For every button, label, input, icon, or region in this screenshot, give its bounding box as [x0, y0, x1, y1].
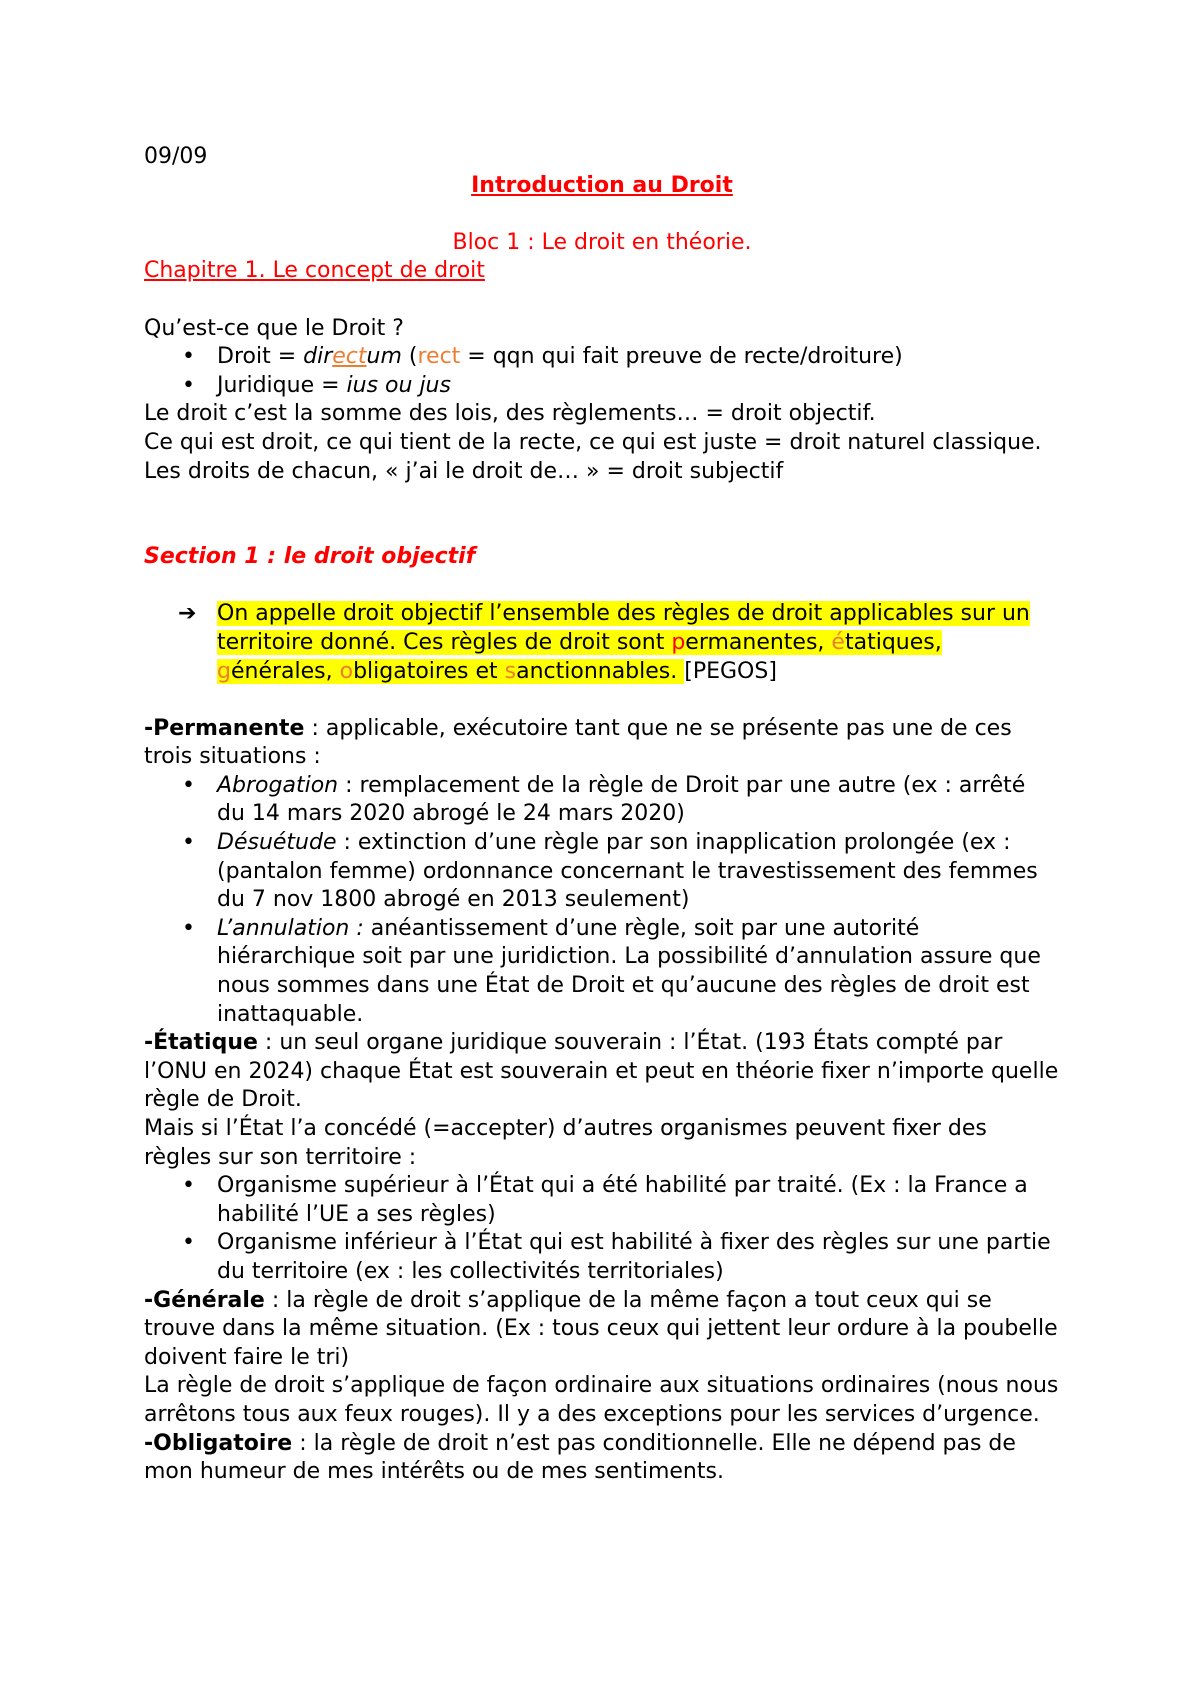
- paragraph: Ce qui est droit, ce qui tient de la recte, ce qui est juste = droit naturel classique.: [144, 429, 1042, 455]
- arrow-right-icon: ➔: [178, 601, 197, 627]
- list-item: • Droit = directum (rect = qqn qui fait preuve de recte/droiture): [144, 343, 1060, 372]
- section-heading: Section 1 : le droit objectif: [144, 544, 476, 570]
- bullet-icon: •: [182, 1173, 195, 1199]
- bullet-list-definitions: [144, 343, 1060, 400]
- paragraph-etatique: -Étatique : un seul organe juridique souverain : l’État. (193 États compté par l’ONU en 2024) chaque État est souverain et peut en théorie fixer n’importe quelle règle de Droit.: [144, 1030, 1059, 1113]
- question-line: Qu’est-ce que le Droit ?: [144, 315, 404, 341]
- bullet-icon: •: [182, 1230, 195, 1256]
- paragraph: Mais si l’État l’a concédé (=accepter) d’autres organismes peuvent fixer des règles sur son territoire :: [144, 1116, 987, 1170]
- bloc-heading: Bloc 1 : Le droit en théorie.: [452, 229, 752, 255]
- paragraph: Les droits de chacun, « j’ai le droit de… » = droit subjectif: [144, 458, 784, 484]
- document-title: Introduction au Droit: [471, 172, 733, 198]
- list-item: • Désuétude : extinction d’une règle par son inapplication prolongée (ex : (pantalon femme) ordonnance concernant le travestissement des femmes du 7 nov 1800 abrogé en 2013 seulement): [182, 830, 1038, 913]
- list-item: • Juridique = ius ou jus: [144, 372, 1060, 401]
- bullet-icon: •: [182, 772, 195, 798]
- list-item: • Organisme supérieur à l’État qui a été habilité par traité. (Ex : la France a habilité l’UE a ses règles): [182, 1173, 1028, 1227]
- bullet-list-permanente: [144, 772, 1060, 1029]
- bullet-icon: •: [182, 830, 195, 856]
- bullet-icon: •: [182, 915, 195, 941]
- chapter-heading: Chapitre 1. Le concept de droit: [144, 258, 485, 284]
- list-item: • Abrogation : remplacement de la règle de Droit par une autre (ex : arrêté du 14 mars 2020 abrogé le 24 mars 2020): [182, 772, 1026, 827]
- paragraph-obligatoire: -Obligatoire : la règle de droit n’est pas conditionnelle. Elle ne dépend pas de mon humeur de mes intérêts ou de mes sentiments.: [144, 1430, 1016, 1485]
- bullet-icon: •: [182, 344, 195, 370]
- bullet-icon: •: [182, 372, 195, 398]
- list-item: • L’annulation : anéantissement d’une règle, soit par une autorité hiérarchique soit par une juridiction. La possibilité d’annulation assure que nous sommes dans une État de Droit et qu’aucune des règles de droit est inattaquable.: [182, 915, 1041, 1027]
- definition-callout: ➔ On appelle droit objectif l’ensemble des règles de droit applicables sur un territoire donné. Ces règles de droit sont permanentes, étatiques, générales, obligatoires et sanctionnables. [PEGOS]: [178, 601, 1030, 684]
- list-item: • Organisme inférieur à l’État qui est habilité à fixer des règles sur une partie du territoire (ex : les collectivités territoriales): [182, 1230, 1051, 1284]
- paragraph-permanente: -Permanente : applicable, exécutoire tant que ne se présente pas une de ces trois situations :: [144, 715, 1012, 770]
- date-line: 09/09: [144, 144, 208, 169]
- paragraph: La règle de droit s’applique de façon ordinaire aux situations ordinaires (nous nous arrêtons tous aux feux rouges). Il y a des exceptions pour les services d’urgence.: [144, 1373, 1059, 1427]
- paragraph-generale: -Générale : la règle de droit s’applique de la même façon a tout ceux qui se trouve dans la même situation. (Ex : tous ceux qui jettent leur ordure à la poubelle doivent faire le tri): [144, 1287, 1058, 1370]
- paragraph: Le droit c’est la somme des lois, des règlements… = droit objectif.: [144, 401, 876, 427]
- bullet-list-etatique: [144, 1172, 1060, 1286]
